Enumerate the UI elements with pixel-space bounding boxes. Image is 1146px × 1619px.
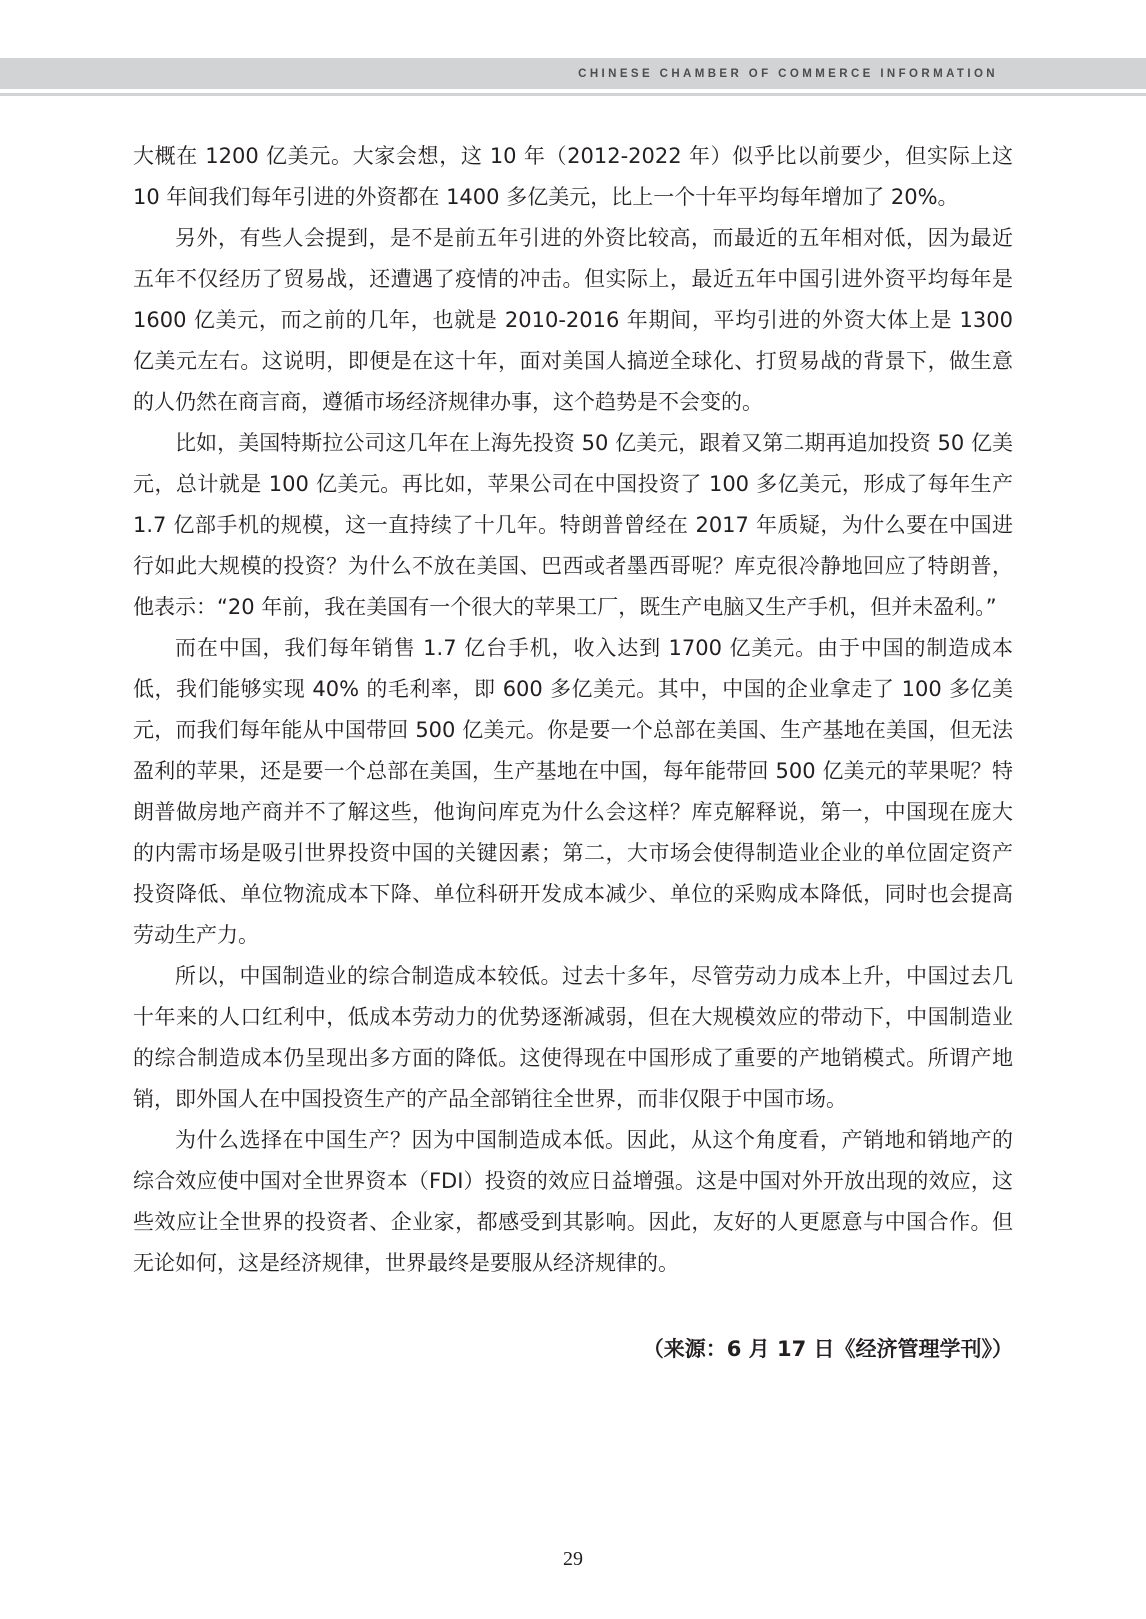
paragraph: 比如，美国特斯拉公司这几年在上海先投资 50 亿美元，跟着又第二期再追加投资 50 亿美元，总计就是 100 亿美元。再比如，苹果公司在中国投资了 100 多亿美元，形成了每年生产 1.7 亿部手机的规模，这一直持续了十几年。特朗普曾经在 2017 年质疑，为什么要在中国进行如此大规模的投资？为什么不放在美国、巴西或者墨西哥呢？库克很冷静地回应了特朗普，他表示：“20 年前，我在美国有一个很大的苹果工厂，既生产电脑又生产手机，但并未盈利。” [133,431,1013,619]
paragraph: 所以，中国制造业的综合制造成本较低。过去十多年，尽管劳动力成本上升，中国过去几十年来的人口红利中，低成本劳动力的优势逐渐减弱，但在大规模效应的带动下，中国制造业的综合制造成本仍呈现出多方面的降低。这使得现在中国形成了重要的产地销模式。所谓产地销，即外国人在中国投资生产的产品全部销往全世界，而非仅限于中国市场。 [133,964,1013,1111]
paragraph: 另外，有些人会提到，是不是前五年引进的外资比较高，而最近的五年相对低，因为最近五年不仅经历了贸易战，还遭遇了疫情的冲击。但实际上，最近五年中国引进外资平均每年是 1600 亿美元，而之前的几年，也就是 2010-2016 年期间，平均引进的外资大体上是 1300 亿美元左右。这说明，即便是在这十年，面对美国人搞逆全球化、打贸易战的背景下，做生意的人仍然在商言商，遵循市场经济规律办事，这个趋势是不会变的。 [133,226,1013,414]
paragraph: 为什么选择在中国生产？因为中国制造成本低。因此，从这个角度看，产销地和销地产的综合效应使中国对全世界资本（FDI）投资的效应日益增强。这是中国对外开放出现的效应，这些效应让全世界的投资者、企业家，都感受到其影响。因此，友好的人更愿意与中国合作。但无论如何，这是经济规律，世界最终是要服从经济规律的。 [133,1128,1013,1275]
paragraph: 而在中国，我们每年销售 1.7 亿台手机，收入达到 1700 亿美元。由于中国的制造成本低，我们能够实现 40% 的毛利率，即 600 多亿美元。其中，中国的企业拿走了 100 多亿美元，而我们每年能从中国带回 500 亿美元。你是要一个总部在美国、生产基地在美国，但无法盈利的苹果，还是要一个总部在美国，生产基地在中国，每年能带回 500 亿美元的苹果呢？特朗普做房地产商并不了解这些，他询问库克为什么会这样？库克解释说，第一，中国现在庞大的内需市场是吸引世界投资中国的关键因素；第二，大市场会使得制造业企业的单位固定资产投资降低、单位物流成本下降、单位科研开发成本减少、单位的采购成本降低，同时也会提高劳动生产力。 [133,636,1013,947]
header-rule [0,93,1146,96]
article-body [133,136,1013,1284]
source-citation: （来源：6 月 17 日《经济管理学刊》） [642,1337,1013,1361]
paragraph: 大概在 1200 亿美元。大家会想，这 10 年（2012-2022 年）似乎比以前要少，但实际上这 10 年间我们每年引进的外资都在 1400 多亿美元，比上一个十年平均每年增加了 20%。 [133,144,1013,209]
page-number: 29 [563,1548,583,1570]
running-header: CHINESE CHAMBER OF COMMERCE INFORMATION [578,68,998,80]
